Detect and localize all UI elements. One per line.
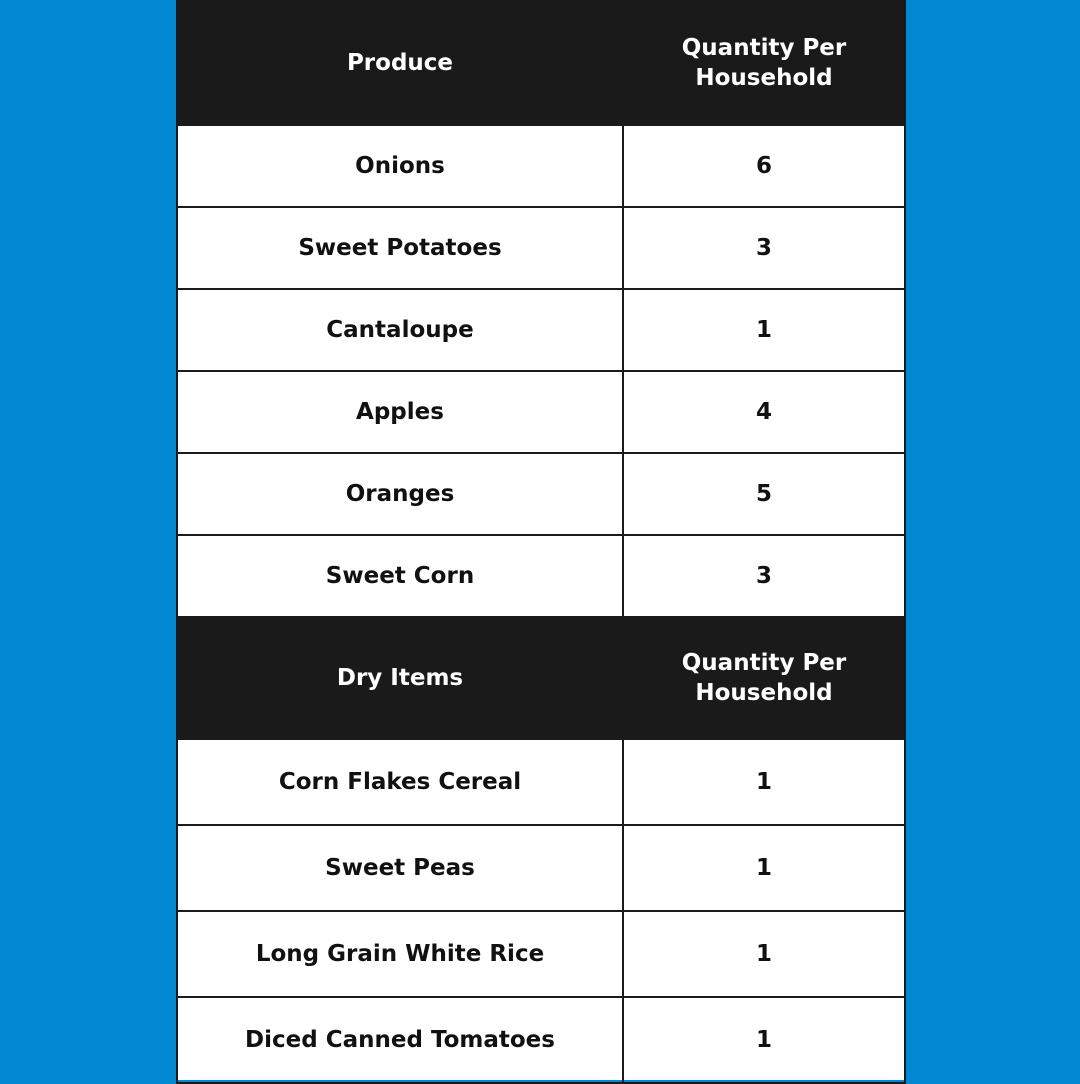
table-row <box>177 911 905 997</box>
table-row <box>177 997 905 1083</box>
item-name: Corn Flakes Cereal <box>177 739 623 825</box>
item-quantity: 3 <box>623 535 905 617</box>
table-row <box>177 453 905 535</box>
item-quantity: 1 <box>623 289 905 371</box>
table-row <box>177 825 905 911</box>
table-row <box>177 289 905 371</box>
dry-items-header-label: Dry Items <box>177 617 623 739</box>
item-quantity: 4 <box>623 371 905 453</box>
item-name: Cantaloupe <box>177 289 623 371</box>
item-name: Long Grain White Rice <box>177 911 623 997</box>
item-name: Sweet Corn <box>177 535 623 617</box>
item-quantity: 1 <box>623 825 905 911</box>
produce-header-label: Produce <box>177 1 623 125</box>
item-quantity: 1 <box>623 739 905 825</box>
table-row <box>177 125 905 207</box>
dry-items-quantity-header: Quantity Per Household <box>623 617 905 739</box>
distribution-table-panel <box>176 0 904 1080</box>
item-name: Sweet Peas <box>177 825 623 911</box>
item-quantity: 1 <box>623 997 905 1083</box>
table-row <box>177 739 905 825</box>
item-name: Sweet Potatoes <box>177 207 623 289</box>
table-row <box>177 371 905 453</box>
item-name: Diced Canned Tomatoes <box>177 997 623 1083</box>
produce-header-row <box>177 1 905 125</box>
item-quantity: 5 <box>623 453 905 535</box>
item-name: Onions <box>177 125 623 207</box>
table-row <box>177 535 905 617</box>
dry-items-header-row <box>177 617 905 739</box>
produce-quantity-header: Quantity Per Household <box>623 1 905 125</box>
distribution-table <box>176 0 906 1084</box>
item-quantity: 3 <box>623 207 905 289</box>
item-name: Oranges <box>177 453 623 535</box>
table-row <box>177 207 905 289</box>
item-name: Apples <box>177 371 623 453</box>
item-quantity: 1 <box>623 911 905 997</box>
item-quantity: 6 <box>623 125 905 207</box>
